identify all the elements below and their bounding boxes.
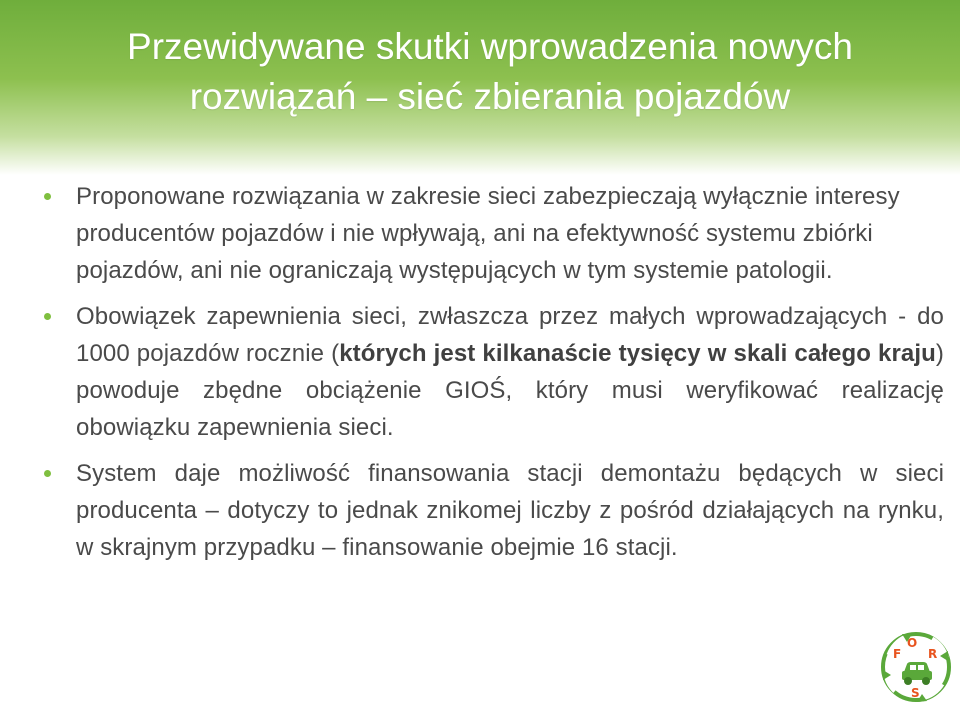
logo-letter-s: S xyxy=(911,686,920,700)
header-band xyxy=(0,0,960,175)
bullet-item-2 xyxy=(44,298,944,446)
bullet-dot xyxy=(44,470,51,477)
bullet-item-3 xyxy=(44,455,944,566)
logo-letter-f: F xyxy=(893,647,902,661)
slide-title: Przewidywane skutki wprowadzenia nowych rozwiązań – sieć zbierania pojazdów xyxy=(127,26,853,117)
bullet-text-bold: których jest kilkanaście tysięcy w skali całego kraju xyxy=(339,340,936,367)
bullet-list xyxy=(44,178,944,575)
recycling-car-logo-icon xyxy=(878,627,954,705)
bullet-dot xyxy=(44,313,51,320)
bullet-dot xyxy=(44,193,51,200)
bullet-item-1 xyxy=(44,178,944,289)
logo-letter-o: O xyxy=(907,636,918,650)
bullet-text: Proponowane rozwiązania w zakresie sieci zabezpieczają wyłącznie interesy producentów pojazdów i nie wpływają, ani na efektywność systemu zbiórki pojazdów, ani nie ograniczają występujących w tym systemie patologii. xyxy=(76,183,900,284)
logo-letter-r: R xyxy=(928,647,938,661)
bullet-text: System daje możliwość finansowania stacji demontażu będących w sieci producenta – dotyczy to jednak znikomej liczby z pośród działających na rynku, w skrajnym przypadku – finansowanie obejmie 16 stacji. xyxy=(76,460,944,561)
bullet-text-before: Obowiązek zapewnienia sieci, zwłaszcza przez małych wprowadzających - do 1000 pojazdów rocznie ( xyxy=(76,303,944,367)
bullet-text-after: ) powoduje zbędne obciążenie GIOŚ, który musi weryfikować realizację obowiązku zapewnienia sieci. xyxy=(76,340,944,441)
